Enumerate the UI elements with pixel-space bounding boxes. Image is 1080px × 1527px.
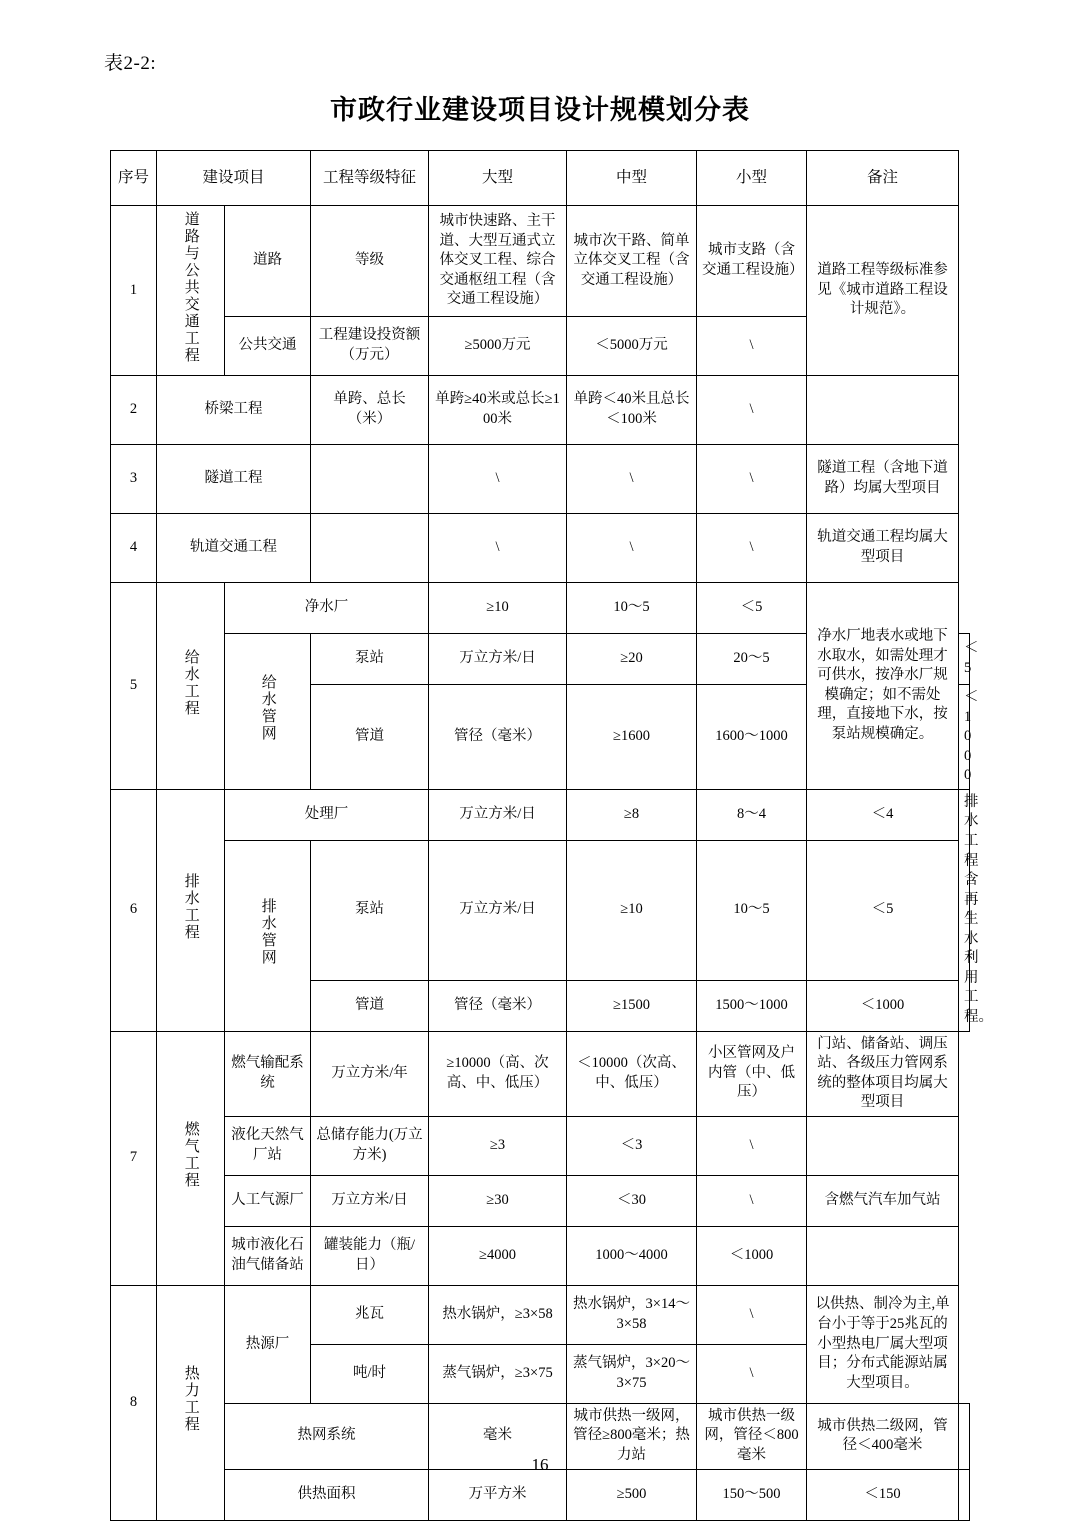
item-name: 泵站	[311, 840, 429, 980]
item-medium: \	[567, 514, 697, 583]
item-medium: \	[567, 445, 697, 514]
item-large: ≥20	[567, 634, 697, 685]
table-row	[111, 789, 970, 840]
item-small: \	[697, 445, 807, 514]
item-large: ≥8	[567, 789, 697, 840]
item-medium: ＜3	[567, 1116, 697, 1175]
item-small: ＜1000	[807, 980, 959, 1031]
item-feature: 兆瓦	[311, 1285, 429, 1344]
item-large: ≥1500	[567, 980, 697, 1031]
item-name: 供热面积	[225, 1469, 429, 1520]
item-small: \	[697, 1175, 807, 1226]
item-medium: ＜30	[567, 1175, 697, 1226]
item-note: 门站、储备站、调压站、各级压力管网系统的整体项目均属大型项目	[807, 1031, 959, 1116]
item-large: ≥3	[429, 1116, 567, 1175]
item-medium: 蒸气锅炉，3×20～3×75	[567, 1344, 697, 1403]
row-index: 8	[111, 1285, 157, 1520]
header-large: 大型	[429, 151, 567, 206]
header-note: 备注	[807, 151, 959, 206]
item-medium: 1500～1000	[697, 980, 807, 1031]
item-large: ≥500	[567, 1469, 697, 1520]
item-name: 公共交通	[225, 317, 311, 376]
item-small: ＜4	[807, 789, 959, 840]
item-large: 热水锅炉，≥3×58	[429, 1285, 567, 1344]
item-subgroup: 排水管网	[225, 840, 311, 1031]
row-index: 3	[111, 445, 157, 514]
item-name: 液化天然气厂站	[225, 1116, 311, 1175]
item-feature	[311, 514, 429, 583]
table-row	[111, 376, 970, 445]
row-group-name: 热力工程	[157, 1285, 225, 1520]
item-medium: 1000～4000	[567, 1226, 697, 1285]
item-large: 单跨≥40米或总长≥100米	[429, 376, 567, 445]
row-index: 5	[111, 583, 157, 790]
item-small: ＜5	[697, 583, 807, 634]
header-project: 建设项目	[157, 151, 311, 206]
item-note	[807, 1116, 959, 1175]
item-large: 城市快速路、主干道、大型互通式立体交叉工程、综合交通枢纽工程（含交通工程设施）	[429, 206, 567, 317]
item-small: 小区管网及户内管（中、低压）	[697, 1031, 807, 1116]
item-small: ＜5	[959, 634, 970, 685]
table-container	[110, 150, 994, 1521]
item-feature: 万立方米/日	[429, 634, 567, 685]
item-feature: 管径（毫米）	[429, 685, 567, 790]
item-medium: ＜5000万元	[567, 317, 697, 376]
item-medium: 10～5	[697, 840, 807, 980]
item-feature: 万立方米/年	[311, 1031, 429, 1116]
item-small: ＜1000	[959, 685, 970, 790]
design-scale-table	[110, 150, 994, 1521]
row-group-name: 排水工程	[157, 789, 225, 1031]
item-large: \	[429, 445, 567, 514]
table-row	[111, 1469, 970, 1520]
item-large: ≥10000（高、次高、中、低压）	[429, 1031, 567, 1116]
item-large: ≥4000	[429, 1226, 567, 1285]
item-small: ＜1000	[697, 1226, 807, 1285]
item-large: \	[429, 514, 567, 583]
item-feature: 管径（毫米）	[429, 980, 567, 1031]
table-row	[111, 1226, 970, 1285]
item-name: 燃气输配系统	[225, 1031, 311, 1116]
row-group-name: 给水工程	[157, 583, 225, 790]
row-index: 7	[111, 1031, 157, 1285]
item-small: 城市供热二级网，管径＜400毫米	[807, 1403, 959, 1469]
row-index: 2	[111, 376, 157, 445]
item-note	[959, 1469, 970, 1520]
row-group-name: 隧道工程	[157, 445, 311, 514]
item-medium: 8～4	[697, 789, 807, 840]
header-small: 小型	[697, 151, 807, 206]
table-row	[111, 583, 970, 634]
page-title: 市政行业建设项目设计规模划分表	[330, 95, 750, 125]
item-note: 含燃气汽车加气站	[807, 1175, 959, 1226]
row-index: 4	[111, 514, 157, 583]
row-group-name: 道路与公共交通工程	[157, 206, 225, 376]
row-index: 6	[111, 789, 157, 1031]
item-name: 道路	[225, 206, 311, 317]
table-row	[111, 1175, 970, 1226]
item-medium: 1600～1000	[697, 685, 807, 790]
item-name: 热源厂	[225, 1285, 311, 1403]
item-large: 城市供热一级网，管径≥800毫米；热力站	[567, 1403, 697, 1469]
item-large: ≥5000万元	[429, 317, 567, 376]
item-medium: 150～500	[697, 1469, 807, 1520]
table-row	[111, 514, 970, 583]
item-small: ＜5	[807, 840, 959, 980]
item-note: 以供热、制冷为主,单台小于等于25兆瓦的小型热电厂属大型项目；分布式能源站属大型项目。	[807, 1285, 959, 1403]
table-label: 表2-2:	[104, 53, 157, 74]
item-small: \	[697, 1344, 807, 1403]
row-index: 1	[111, 206, 157, 376]
item-feature: 总储存能力(万立方米)	[311, 1116, 429, 1175]
row-group-name: 燃气工程	[157, 1031, 225, 1285]
row-group-name: 桥梁工程	[157, 376, 311, 445]
item-feature: 万立方米/日	[311, 1175, 429, 1226]
table-row	[111, 206, 970, 317]
item-large: ≥10	[567, 840, 697, 980]
page-number: 16	[531, 1455, 549, 1474]
item-feature	[311, 445, 429, 514]
item-medium: 城市供热一级网，管径＜800毫米	[697, 1403, 807, 1469]
header-medium: 中型	[567, 151, 697, 206]
item-feature: 吨/时	[311, 1344, 429, 1403]
item-feature: 等级	[311, 206, 429, 317]
header-feature: 工程等级特征	[311, 151, 429, 206]
item-name: 人工气源厂	[225, 1175, 311, 1226]
item-feature: 工程建设投资额（万元）	[311, 317, 429, 376]
table-row	[111, 840, 970, 980]
item-name: 热网系统	[225, 1403, 429, 1469]
item-name: 净水厂	[225, 583, 429, 634]
item-name: 泵站	[311, 634, 429, 685]
item-note: 隧道工程（含地下道路）均属大型项目	[807, 445, 959, 514]
table-row	[111, 1285, 970, 1344]
item-note: 道路工程等级标准参见《城市道路工程设计规范》。	[807, 206, 959, 376]
item-small: 城市支路（含交通工程设施）	[697, 206, 807, 317]
table-row	[111, 1031, 970, 1116]
item-small: \	[697, 1285, 807, 1344]
item-small: \	[697, 1116, 807, 1175]
item-feature: 罐装能力（瓶/日）	[311, 1226, 429, 1285]
item-medium: ＜10000（次高、中、低压）	[567, 1031, 697, 1116]
item-medium: 20～5	[697, 634, 807, 685]
item-small: \	[697, 514, 807, 583]
header-index: 序号	[111, 151, 157, 206]
item-note	[807, 1226, 959, 1285]
item-note	[807, 376, 959, 445]
item-large: ≥30	[429, 1175, 567, 1226]
item-feature: 万立方米/日	[429, 840, 567, 980]
item-large: ≥10	[429, 583, 567, 634]
item-medium: 热水锅炉，3×14～3×58	[567, 1285, 697, 1344]
item-name: 城市液化石油气储备站	[225, 1226, 311, 1285]
item-note: 轨道交通工程均属大型项目	[807, 514, 959, 583]
item-large: ≥1600	[567, 685, 697, 790]
item-subgroup: 给水管网	[225, 634, 311, 790]
item-feature: 单跨、总长（米）	[311, 376, 429, 445]
table-header-row	[111, 151, 970, 206]
item-large: 蒸气锅炉，≥3×75	[429, 1344, 567, 1403]
table-row	[111, 445, 970, 514]
item-name: 处理厂	[225, 789, 429, 840]
item-note: 排水工程含再生水利用工程。	[959, 789, 970, 1031]
item-note: 净水厂地表水或地下水取水，如需处理才可供水，按净水厂规模确定；如不需处理，直接地下水，按泵站规模确定。	[807, 583, 959, 790]
item-feature: 万立方米/日	[429, 789, 567, 840]
table-row	[111, 1116, 970, 1175]
row-group-name: 轨道交通工程	[157, 514, 311, 583]
item-feature: 万平方米	[429, 1469, 567, 1520]
item-feature: 毫米	[429, 1403, 567, 1469]
item-small: \	[697, 317, 807, 376]
item-medium: 10～5	[567, 583, 697, 634]
item-name: 管道	[311, 980, 429, 1031]
item-small: ＜150	[807, 1469, 959, 1520]
item-name: 管道	[311, 685, 429, 790]
item-medium: 城市次干路、简单立体交叉工程（含交通工程设施）	[567, 206, 697, 317]
item-medium: 单跨＜40米且总长＜100米	[567, 376, 697, 445]
item-small: \	[697, 376, 807, 445]
